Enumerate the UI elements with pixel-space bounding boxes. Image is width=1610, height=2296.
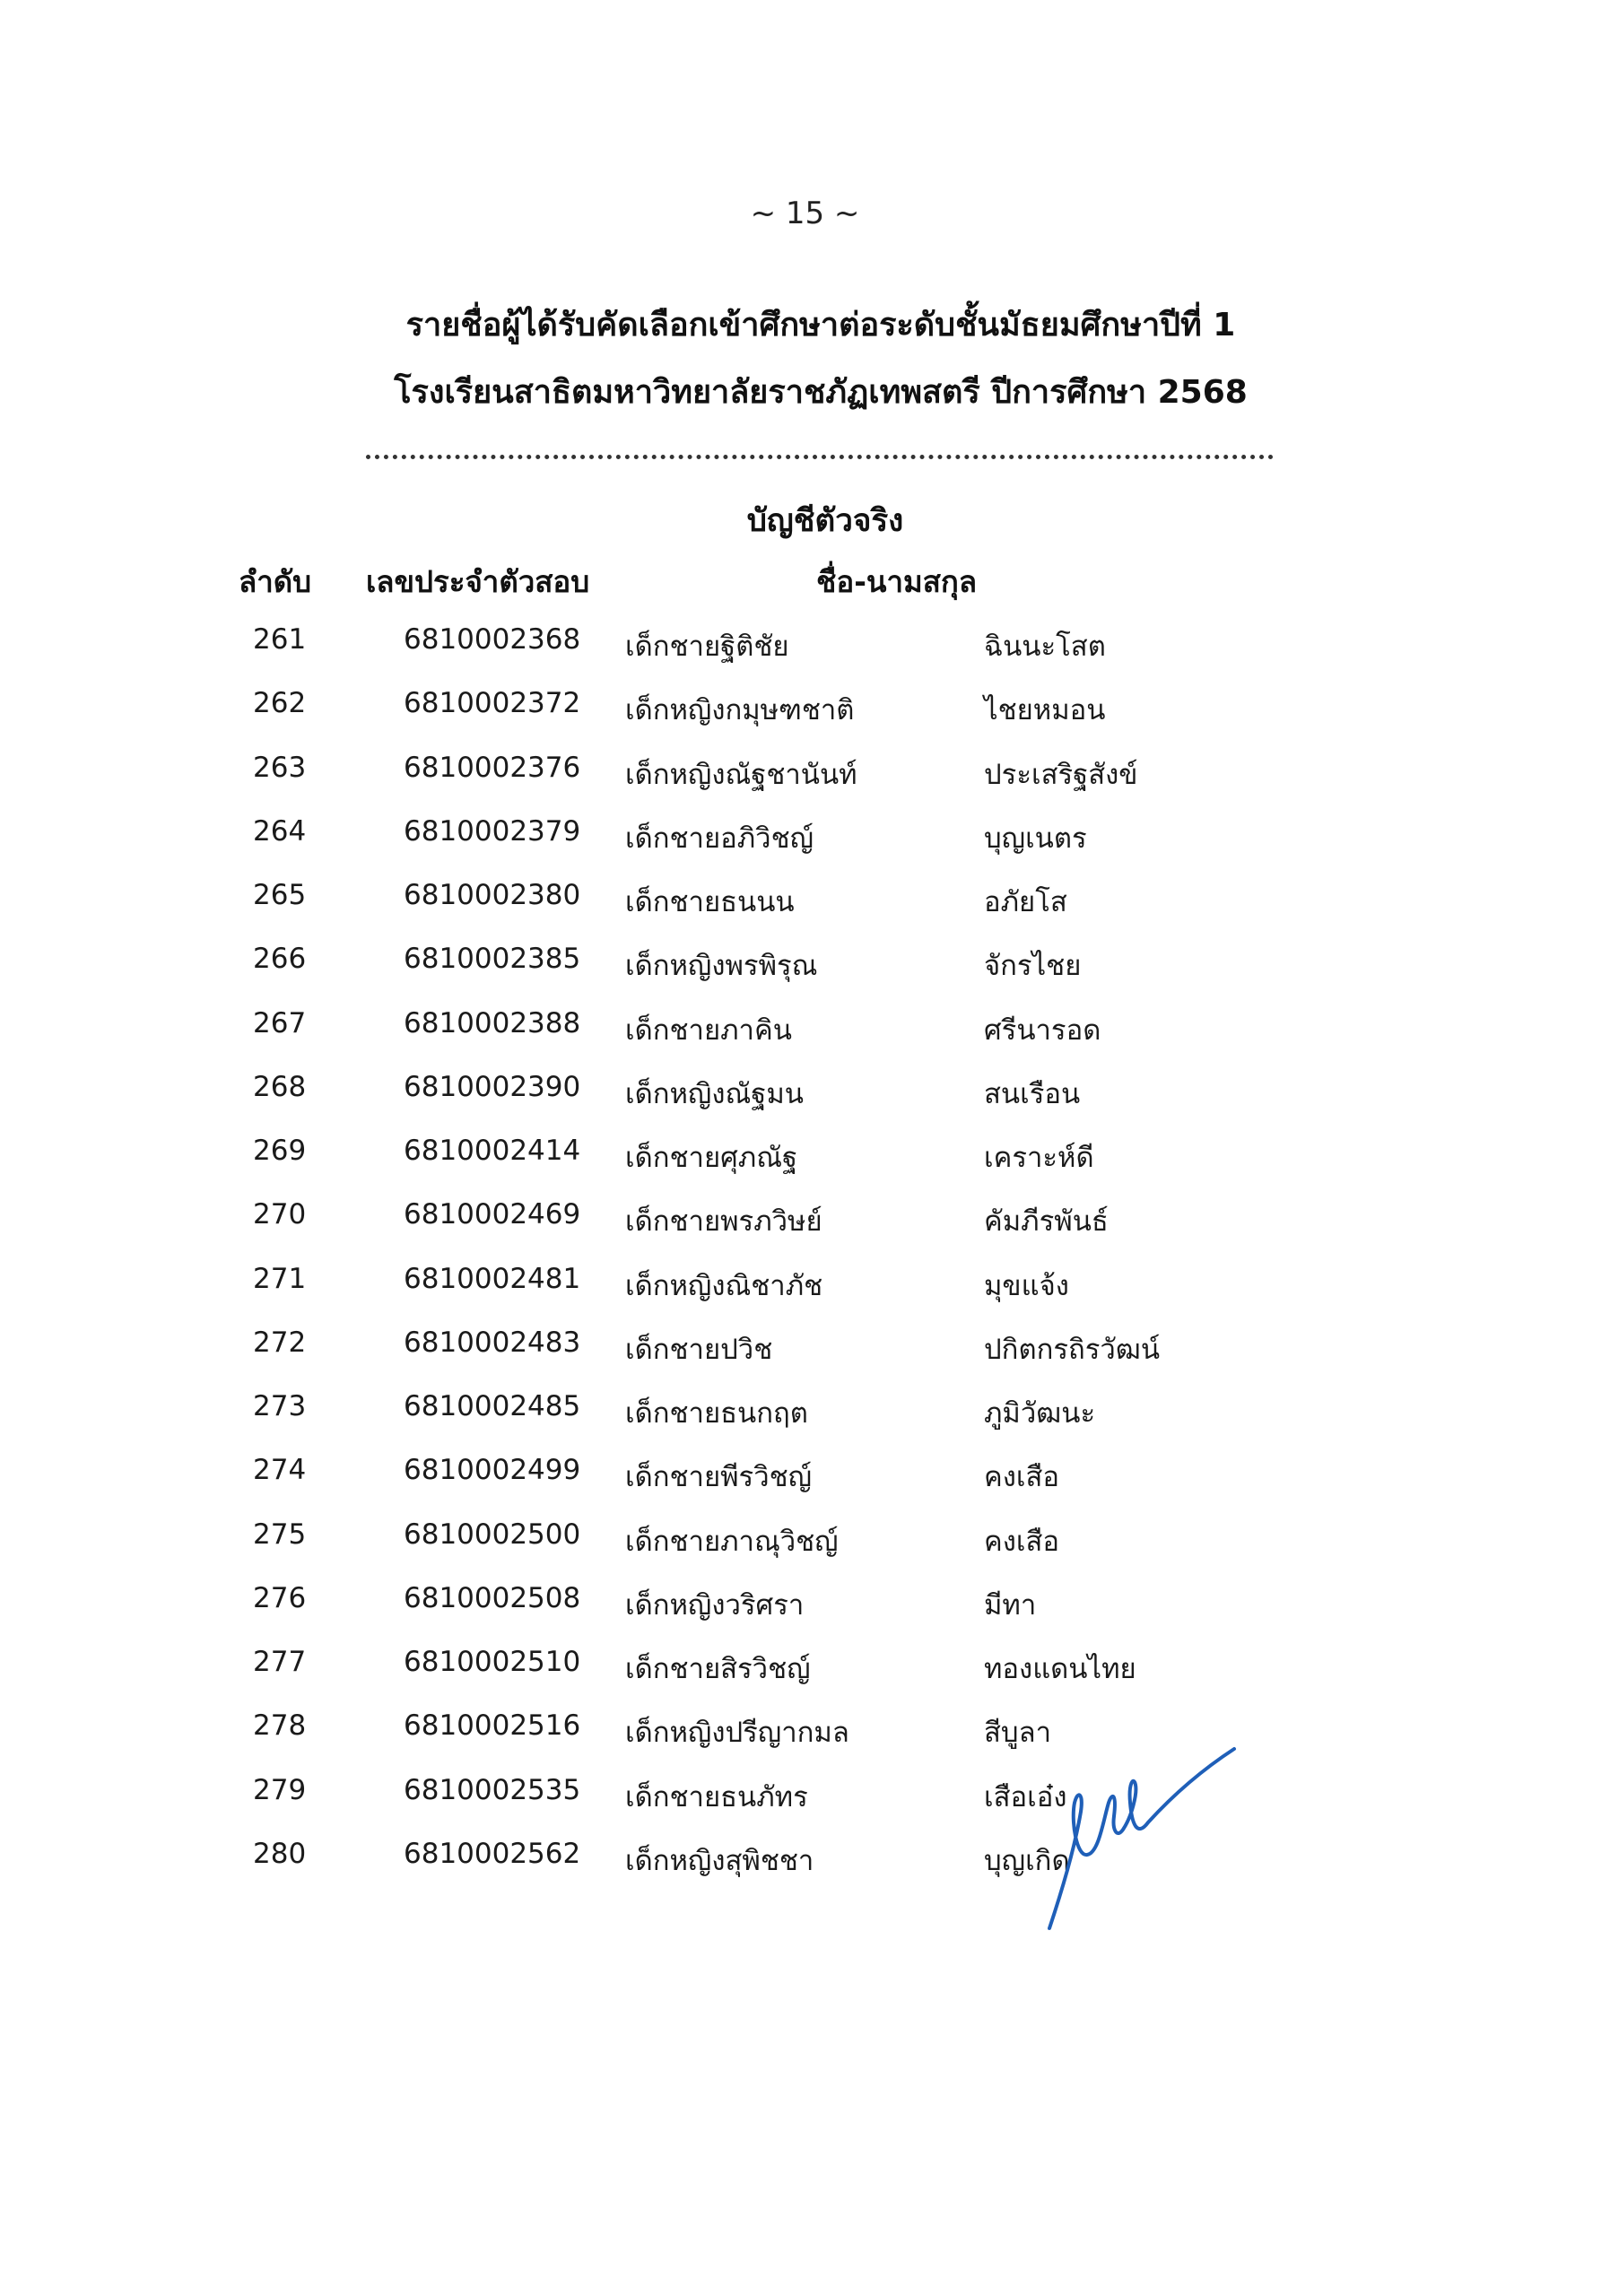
row-last-name: ภูมิวัฒนะ <box>984 1397 1096 1430</box>
row-exam-id: 6810002510 <box>404 1646 581 1678</box>
table-row <box>0 1454 1610 1518</box>
row-exam-id: 6810002390 <box>404 1070 581 1103</box>
row-exam-id: 6810002508 <box>404 1581 581 1614</box>
row-first-name: เด็กหญิงปรีญากมล <box>625 1717 849 1750</box>
row-exam-id: 6810002385 <box>404 943 581 976</box>
row-order-number: 270 <box>253 1198 307 1231</box>
table-row <box>0 943 1610 1006</box>
table-row <box>0 752 1610 815</box>
row-exam-id: 6810002414 <box>404 1135 581 1167</box>
row-exam-id: 6810002368 <box>404 623 581 656</box>
row-last-name: ปกิตกรถิรวัฒน์ <box>984 1333 1161 1366</box>
table-row <box>0 1326 1610 1390</box>
row-first-name: เด็กชายอภิวิชญ์ <box>625 822 814 855</box>
row-last-name: ศรีนารอด <box>984 1013 1101 1047</box>
row-last-name: บุญเกิด <box>984 1844 1070 1877</box>
row-order-number: 275 <box>253 1518 307 1551</box>
table-row <box>0 1198 1610 1262</box>
row-first-name: เด็กชายฐิติชัย <box>625 631 789 663</box>
header-full-name: ชื่อ-นามสกุล <box>816 564 978 599</box>
row-first-name: เด็กชายศุภณัฐ <box>625 1142 798 1174</box>
table-row <box>0 1646 1610 1709</box>
table-row <box>0 1838 1610 1901</box>
document-title-line-2: โรงเรียนสาธิตมหาวิทยาลัยราชภัฏเทพสตรี ปีการศึกษา 2568 <box>394 374 1248 411</box>
row-last-name: ทองแดนไทย <box>984 1653 1136 1685</box>
row-exam-id: 6810002499 <box>404 1454 581 1487</box>
row-last-name: คงเสือ <box>984 1461 1060 1494</box>
table-row <box>0 879 1610 943</box>
row-last-name: มุขแจ้ง <box>984 1269 1069 1302</box>
row-order-number: 262 <box>253 687 307 720</box>
table-row <box>0 1582 1610 1646</box>
table-row <box>0 1518 1610 1582</box>
row-first-name: เด็กหญิงณิชาภัช <box>625 1269 823 1302</box>
table-row <box>0 815 1610 879</box>
row-exam-id: 6810002562 <box>404 1837 581 1870</box>
row-first-name: เด็กชายภาณุวิชญ์ <box>625 1525 839 1558</box>
table-row <box>0 623 1610 687</box>
row-order-number: 266 <box>253 943 307 976</box>
row-first-name: เด็กชายธนภัทร <box>625 1780 808 1813</box>
row-order-number: 268 <box>253 1070 307 1103</box>
row-exam-id: 6810002469 <box>404 1198 581 1231</box>
page-number: ~ 15 ~ <box>750 196 860 231</box>
row-exam-id: 6810002379 <box>404 814 581 848</box>
row-last-name: คัมภีรพันธ์ <box>984 1205 1109 1239</box>
row-last-name: สนเรือน <box>984 1077 1081 1110</box>
row-first-name: เด็กชายสิรวิชญ์ <box>625 1653 811 1685</box>
table-row <box>0 1135 1610 1198</box>
row-first-name: เด็กหญิงสุพิชชา <box>625 1844 814 1877</box>
row-order-number: 278 <box>253 1709 307 1743</box>
row-exam-id: 6810002380 <box>404 879 581 911</box>
row-order-number: 280 <box>253 1837 307 1870</box>
row-exam-id: 6810002483 <box>404 1326 581 1359</box>
row-last-name: ไชยหมอน <box>984 694 1106 727</box>
document-title-line-1: รายชื่อผู้ได้รับคัดเลือกเข้าศึกษาต่อระดับชั้นมัธยมศึกษาปีที่ 1 <box>405 307 1236 344</box>
row-last-name: เคราะห์ดี <box>984 1142 1094 1174</box>
row-last-name: ประเสริฐสังข์ <box>984 758 1138 791</box>
row-exam-id: 6810002388 <box>404 1006 581 1039</box>
row-order-number: 265 <box>253 879 307 911</box>
table-row <box>0 1709 1610 1773</box>
header-exam-id: เลขประจำตัวสอบ <box>366 564 590 599</box>
row-first-name: เด็กชายปวิช <box>625 1333 773 1366</box>
row-last-name: บุญเนตร <box>984 822 1087 855</box>
table-row <box>0 1071 1610 1135</box>
row-order-number: 276 <box>253 1581 307 1614</box>
row-exam-id: 6810002376 <box>404 751 581 784</box>
row-last-name: คงเสือ <box>984 1525 1060 1558</box>
row-first-name: เด็กหญิงวริศรา <box>625 1588 805 1622</box>
row-order-number: 279 <box>253 1773 307 1806</box>
row-first-name: เด็กชายภาคิน <box>625 1013 792 1047</box>
row-exam-id: 6810002535 <box>404 1773 581 1806</box>
row-order-number: 269 <box>253 1135 307 1167</box>
row-order-number: 263 <box>253 751 307 784</box>
table-row <box>0 1774 1610 1838</box>
row-last-name: ฉินนะโสต <box>984 631 1106 663</box>
row-order-number: 264 <box>253 814 307 848</box>
row-exam-id: 6810002481 <box>404 1262 581 1295</box>
table-header <box>0 558 1610 603</box>
table-row <box>0 1263 1610 1326</box>
row-first-name: เด็กชายธนนน <box>625 886 795 918</box>
row-first-name: เด็กหญิงกมุษฑชาติ <box>625 694 855 727</box>
row-first-name: เด็กหญิงณัฐชานันท์ <box>625 758 857 791</box>
row-first-name: เด็กชายธนกฤต <box>625 1397 808 1430</box>
row-last-name: เสือเอ๋ง <box>984 1780 1067 1813</box>
row-order-number: 277 <box>253 1646 307 1678</box>
row-order-number: 272 <box>253 1326 307 1359</box>
row-order-number: 274 <box>253 1454 307 1487</box>
row-order-number: 267 <box>253 1006 307 1039</box>
row-first-name: เด็กหญิงณัฐมน <box>625 1077 804 1110</box>
header-order-number: ลำดับ <box>239 564 312 599</box>
row-order-number: 273 <box>253 1390 307 1422</box>
row-first-name: เด็กชายพรภวิษย์ <box>625 1205 822 1239</box>
row-order-number: 271 <box>253 1262 307 1295</box>
row-exam-id: 6810002516 <box>404 1709 581 1743</box>
dotted-divider <box>366 455 1274 459</box>
section-title: บัญชีตัวจริง <box>746 503 904 539</box>
row-exam-id: 6810002372 <box>404 687 581 720</box>
row-last-name: สีบูลา <box>984 1717 1052 1750</box>
table-row <box>0 1007 1610 1071</box>
table-row <box>0 1390 1610 1454</box>
row-exam-id: 6810002485 <box>404 1390 581 1422</box>
row-order-number: 261 <box>253 623 307 656</box>
row-first-name: เด็กหญิงพรพิรุณ <box>625 950 818 983</box>
row-exam-id: 6810002500 <box>404 1518 581 1551</box>
row-last-name: อภัยโส <box>984 886 1067 918</box>
table-row <box>0 687 1610 751</box>
row-last-name: มีทา <box>984 1588 1037 1622</box>
row-last-name: จักรไชย <box>984 950 1082 983</box>
signature <box>1031 1740 1247 1946</box>
applicant-list <box>0 623 1610 1901</box>
row-first-name: เด็กชายพีรวิชญ์ <box>625 1461 813 1494</box>
